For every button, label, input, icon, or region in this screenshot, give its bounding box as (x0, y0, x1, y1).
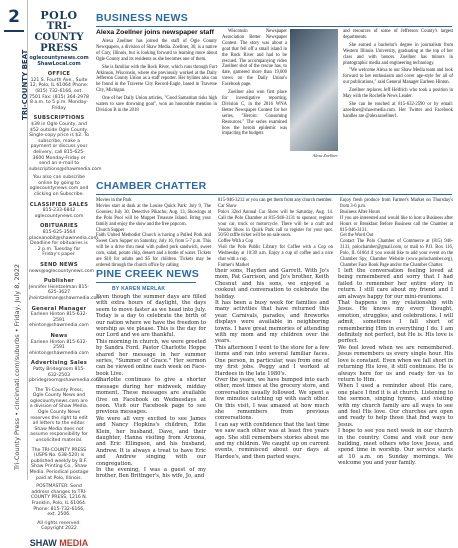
website-link-shawlocal[interactable]: ShawLocal.com (37, 60, 81, 67)
subscriptions-heading: SUBSCRIPTIONS (33, 115, 85, 122)
chamber-column-1: Movies in the Park Movies start at dusk at the Louise Quick Park: July 9, The Goonies; July 30, Detective Pikachu; Aug. 13, Showings at the Polo Pool will be Muppet Treasure Island. Bring your family and enjoy the show and the free popcorn. Church Supper Faith United Methodist Church is having a Pulled Pork and Sweet Corn Supper on Saturday, July 16, from 5-7 p.m. This will be a drive thru meal with pulled pork sandwich, sweet corn, salad, potato chip, dessert and a bottle of water. Tickets are $10 for adults and $5 for children. Tickets may be ordered through the church office by calling (96, 198, 211, 268)
subscriptions-info: $39 in Ogle County, and $52 outside Ogle County. Single-copy price is $2. To subscribe, make a payment or discuss your delivery, call 815-625-3600 Monday-Friday or send an e-mail to subscriptions@shawmedia.com (29, 121, 102, 172)
pine-creek-kicker: PINE CREEK NEWS (96, 268, 200, 280)
obituaries-info: 815-625-3564 placeanobit@shawmedia.com Deadline for obituaries is 2 p.m. Tuesday for Friday's paper. (29, 230, 98, 258)
online-subscribe-note: You also can subscribe online by going to oglecountynews.com and clicking on Subscribe. (29, 175, 89, 198)
postal-statement: The TRI-COUNTY PRESS (USPS No. 638-520) is published weekly by B.F. Shaw Printing Co., Shaw Media. Periodical postage paid at Polo, Illinois. (29, 447, 89, 481)
chamber-column-2: 815-946-3212 or you can get them from any church member. Car Show Polo's 32nd Annual Car Show will be Saturday, Aug. 14. Call the Polo Chamber at 815-946-3131 to sponsor, register your car, truck or motorcycle. There will be a craft and Vendor Show in Quick Park call to register for your spot. 50/50 raffle ticket will be on sale soon. Coffee With a Cop Visit the Polo Public Library for Coffee with a Cop on Wednesday at 10:30 a.m. Enjoy a cup of coffee and a nice chat with a cop. Farmer's Market (218, 198, 333, 268)
masthead-tricounty: TRI-COUNTY (34, 21, 84, 43)
page-number: 2 (5, 6, 23, 28)
pine-column-3: I left the conversation feeling loved at being remembered and sorry that I had failed to remember her entire story in return. I still care about my friend and I am always happy for our mini-reunions. That happens in my relationship with Jesus. He knows my every thought, emotion, struggles, and celebrations. I will admit, sometimes I fall short of remembering Him in everything I do. I am definitely not perfect, but He is. His love is perfect. We feel loved when we are remembered. Jesus remembers us every single hour. His love is constant. Even when we fall short in returning His love, it still continues. He is always here for us and ready for us to return to Him. When I used a reminder about His care, one place I find it is at church. Listening to the sermon, singing hymns, and visiting with my church family are all ways to see and feel His love. Our churches are open and ready to help those that find ways to Jesus. I hope to see you next week in our church in the country. Come and visit our new building, meet others who love Jesus, and spend time in worship. Our service starts at 10 a.m. on Sunday mornings. We welcome you and your family. (338, 268, 453, 467)
rights-note: All rights reserved. Copyright 2022 (37, 520, 81, 532)
publisher-info: Jennifer Heintzelman 815-625-3627 jheintzelman@shawmedia.com (29, 284, 101, 301)
general-manager-info: Earleen Hinton 815-632-2591 ehinton@shawmedia.com (29, 312, 89, 329)
office-info: 121 S. Fourth Ave., Suite 12, Polo, IL 61064 Phone: (815) 732-6166, ext. 7501 Fax: (815) 364-2978 8 a.m. to 5 p.m. Monday-Friday (29, 77, 89, 111)
classified-info: 815-233-6842 oglecountynews.com (34, 208, 84, 219)
advertising-info: Patty Bridegroom 815-632-2503 pbridegroom@shawmedia.com (29, 366, 101, 384)
pine-creek-byline: BY KAREN MERLAK (112, 286, 166, 292)
business-column-2: Wisconsin Newspaper Association Better Newspaper Contest. The story was about a goat that fell off a small island in the Rock River and had to be rescued. The accompanying video Zoellner shot of the rescue has, to date, garnered more than 19,000 views on the Daily Union's Facebook page. Zoellner also won first place for investigative reporting, Division C, in the 2016 WNA Better Newspaper Contest for her series, "Heroin: Consuming Resources." The series examined how the heroin epidemic was impacting the budgets (222, 29, 287, 137)
about-publication: The Tri-County Press, Ogle County News and oglecountynews.com are a division of Shaw Media. Ogle County News reserves the right to edit all letters to the editor. Shaw Media does not assume responsibility for unsolicited material. (29, 387, 89, 444)
business-headline: Alexa Zoellner joins newspaper staff (96, 29, 214, 36)
business-column-3: and resources of some of Jefferson County's largest departments. She earned a bachelor's degree in journalism from Western Illinois University, graduating at the top of her class and with honors. Zoellner has minors in photographic media and engineering technology. "We welcome Alexa to our Shaw Media team and look forward to her enthusiasm and cover age-style for all of our publications," said General Manager Earleen Hinton. Zoellner replaces Jeff Helfrich who took a position in May with the Rochelle News Leader. She can be reached at 815-632-2590 or by email: azoellner@shawmedia.com. Her Twitter and Facebook handles are @alexazoellner1. (343, 29, 453, 119)
chamber-column-3: Enjoy fresh produce from Farmer's Market on Thursday's from 3-6 p.m. Business After Hours If you are interested and would like to host a Business after Hours or Breakfast Before Business call the Chamber at 815-946-3131. Get the Word Out Contact The Polo Chamber of Commerce at (815) 946-3131, polochamber@gmail.com, or mail to P.O. Box 116, Polo, IL 61064 if you would like to add your event on the Chamber Spy, Chamber Website (www.polochamber.org), Chamber Face Book Page and/or the Chamber Chatter. (340, 198, 453, 268)
business-column-1: Alexa Zoellner has joined the staff of Ogle County Newspapers, a division of Shaw Media. Zoellner, 30, is a native of Cary, Illinois, but is looking forward to learning more about Ogle County and its residents as she becomes one of them. She is familiar with the Rock River, which runs through Fort Atkinson, Wisconsin, where she previously worked at the Daily Jefferson County Union as a staff reporter. Her bylines also can be found in the Traverse City Record-Eagle, based in Traverse City, Michigan. One of her Daily Union articles, "Good Samaritan risks high waters to save drowning goat", won an honorable mention in Division B in the 2018 (96, 39, 217, 113)
pine-creek-rule (96, 282, 196, 283)
classified-heading: CLASSIFIED SALES (29, 201, 89, 208)
chamber-chatter-kicker: CHAMBER CHATTER (96, 180, 207, 192)
page-number-rule (4, 30, 24, 32)
obituaries-heading: OBITUARIES (39, 223, 79, 230)
chamber-chatter-rule (96, 194, 452, 195)
masthead-press: PRESS (40, 43, 78, 54)
general-manager-heading: General Manager (31, 305, 87, 312)
business-news-kicker: BUSINESS NEWS (96, 12, 188, 24)
postmaster-note: POSTMASTER: Send address changes to TRI-COUNTY PRESS, 1216 N. Franklin, Polo, IL 61064. Phone: 815-732-6166, ext. 2506. (30, 484, 88, 518)
shaw-media-logo: SHAW MEDIA (29, 537, 89, 548)
publisher-heading: Publisher (43, 278, 75, 285)
pine-column-2: their sons, Hayden and Garrett. With Jo's mom, Pat Garrison, and Jo's brother, Keith Chesnut and his sons, we enjoyed a cookout and conversation to celebrate the holiday. It has been a busy week for families and many activities that have returned this year. Carnivals, parades, and fireworks displays were available in neighboring towns. I have great memories of attending with my mom and my children over the years. This afternoon I went to the store for a few items and ran into several familiar faces. One person, in particular, was from one of my first jobs. Peggy and I worked at Hardees in the late 1980's. Over the years, we have bumped into each other, most times at the grocery store, and conversation usually followed. We spent a few minutes catching up with each other. On this visit, I was amazed at how much she remembers from previous conversations. I can say with confidence that the last time we saw each other was at least five years ago. She still remembers stories about me and my children. We caught up on current events, reminisced about our days at Hardee's, and then parted ways. (215, 268, 329, 460)
masthead-sidebar (29, 0, 102, 548)
news-info: Earleen Hinton 815-632-2591 ehinton@shawmedia.com (29, 339, 89, 356)
pine-column-1: Even though the summer days are filled with extra hours of daylight, the days seem to move faster as we head into July. Today is a day to celebrate the birth of our nation where we have the freedom to worship as we please. This is the day for our Lord and we are thankful. This morning in church, we were greeted by Sandra Ford. Pastor Charlotte Hoppe shared her message in her summer series, "Summer of Grace." Her sermon can be viewed online each week on Face-book Live. Charlotte continues to give a shorter message during her midweek, midday moment. These messages are available (live on Facebook on Wednesdays at noon. Visit our Facebook page to see previous messages. We were all very excited to see James and Nancy Hopkins's children, Edie Klein, her husband, Dave, and their daughter, Hanna visiting from Arizona, and Eric Ellingson, and his husband, Andrew. It is always a treat to have Eric and Andrew singing with our congregation. In the evening, I was a guest of my brother, Ben Brittnger's, his wife, Jo, and (96, 294, 206, 480)
news-heading: News (50, 332, 68, 339)
send-news-heading: SEND NEWS (40, 262, 78, 268)
advertising-heading: Advertising Sales (30, 360, 88, 367)
photo-caption: Alexa Zoellner (312, 153, 338, 158)
office-heading: OFFICE (47, 71, 71, 78)
website-link[interactable]: oglecountynews.com (29, 55, 89, 61)
masthead-polo: POLO (40, 9, 78, 22)
business-news-rule (96, 26, 452, 27)
zoellner-photo (290, 29, 338, 151)
send-news-email[interactable]: news@oglecountynews.com (29, 268, 95, 274)
